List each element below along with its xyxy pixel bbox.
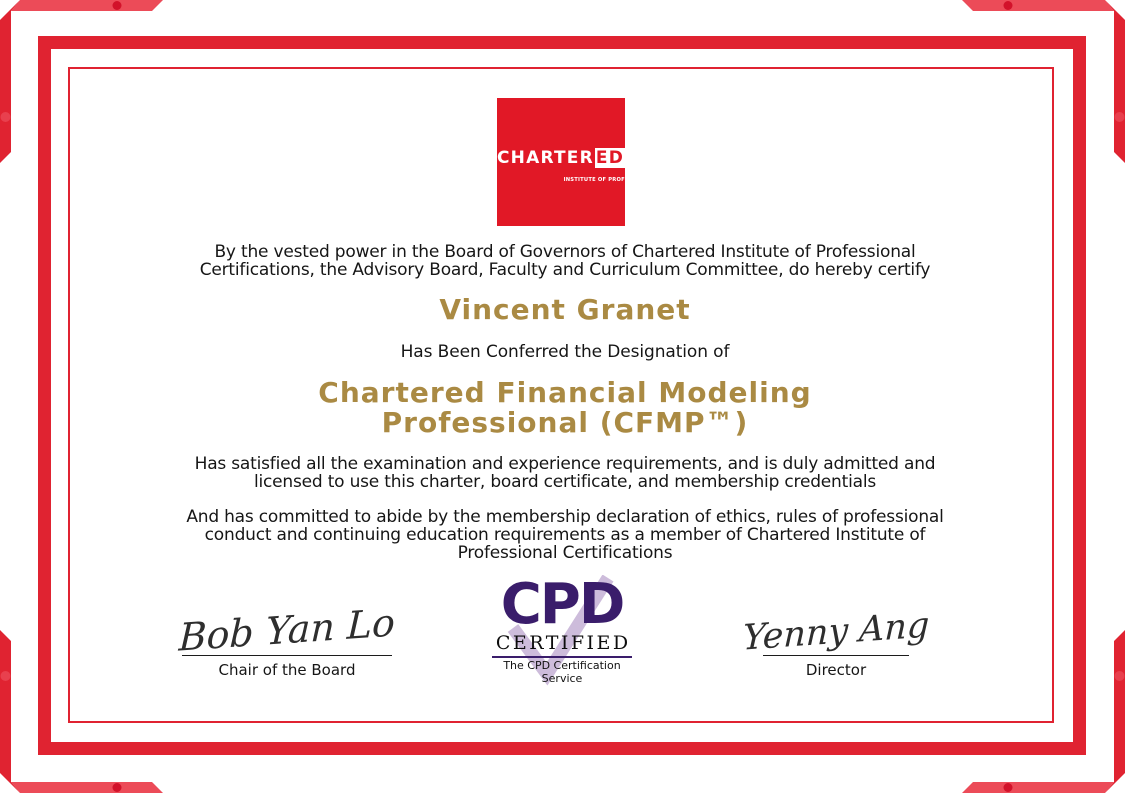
designation-line: Professional (CFMP™) [381, 406, 749, 439]
institute-logo [497, 98, 708, 226]
signature-block-director [741, 582, 930, 679]
director-signature-script: Yenny Ang [741, 605, 930, 659]
committed-line: Professional Certifications [457, 543, 673, 563]
logo-wordmark-main: CHARTER [497, 148, 594, 168]
signature-block-chair [177, 582, 396, 679]
cpd-certified-label: CERTIFIED [495, 632, 631, 654]
satisfied-line: Has satisfied all the examination and experience requirements, and is duly admitted and [194, 454, 936, 474]
director-title: Director [805, 661, 867, 679]
conferred-row [0, 342, 1130, 362]
satisfied-paragraph [0, 455, 1130, 491]
cpd-service-line: Service [541, 671, 583, 685]
chair-signature-script: Bob Yan Lo [177, 600, 396, 660]
logo-subtitle: INSTITUTE OF PROFESSIONAL CERTIFICATIONS [563, 177, 708, 183]
designation-line: Chartered Financial Modeling [318, 376, 812, 409]
conferred-text: Has Been Conferred the Designation of [400, 342, 730, 362]
cpd-certified-badge [492, 572, 632, 699]
committed-paragraph [0, 508, 1130, 562]
recipient-name: Vincent Granet [439, 293, 691, 326]
cpd-acronym: CPD [500, 572, 624, 637]
intro-line: Certifications, the Advisory Board, Faculty and Curriculum Committee, do hereby certify [199, 260, 931, 280]
committed-line: conduct and continuing education requirements as a member of Chartered Institute of [204, 525, 926, 545]
chair-title: Chair of the Board [218, 661, 356, 679]
intro-line: By the vested power in the Board of Governors of Chartered Institute of Professional [214, 242, 916, 262]
logo-wordmark-highlight: ED [595, 148, 625, 168]
cpd-service-line: The CPD Certification [503, 659, 621, 672]
committed-line: And has committed to abide by the membership declaration of ethics, rules of professional [186, 507, 944, 527]
intro-paragraph [0, 243, 1130, 279]
designation-title [0, 378, 1130, 438]
recipient-name-row [0, 294, 1130, 326]
logo-subtitle-wrap [497, 170, 708, 183]
logo-wordmark [497, 150, 625, 167]
satisfied-line: licensed to use this charter, board certificate, and membership credentials [253, 472, 877, 492]
cpd-divider [492, 656, 632, 658]
